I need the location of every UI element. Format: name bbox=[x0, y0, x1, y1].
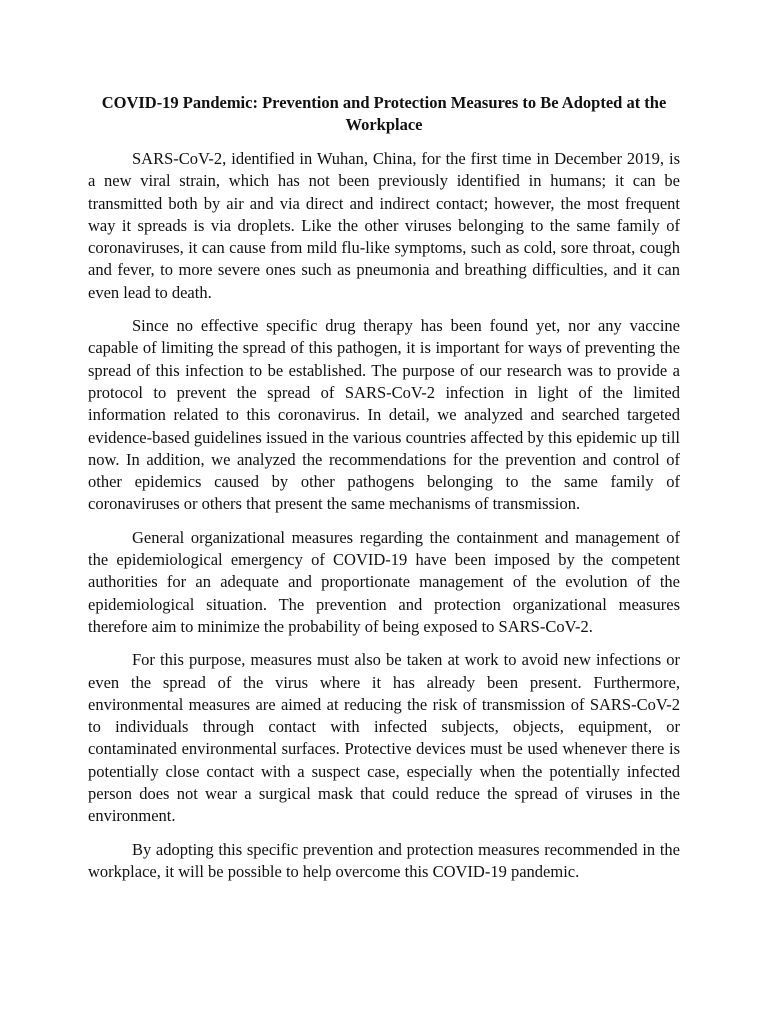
paragraph-4: For this purpose, measures must also be taken at work to avoid new infections or even the spread of the virus where it has already been present. Furthermore, environmental measures are aimed at reducing the risk of transmission of SARS-CoV-2 to individuals through contact with infected subjects, objects, equipment, or contaminated environmental surfaces. Protective devices must be used whenever there is potentially close contact with a suspect case, especially when the potentially infected person does not wear a surgical mask that could reduce the spread of viruses in the environment. bbox=[88, 650, 680, 826]
document-title: COVID-19 Pandemic: Prevention and Protection Measures to Be Adopted at the Workplace bbox=[101, 93, 667, 134]
document-body bbox=[88, 148, 680, 894]
paragraph-1: SARS-CoV-2, identified in Wuhan, China, for the first time in December 2019, is a new viral strain, which has not been previously identified in humans; it can be transmitted both by air and via direct and indirect contact; however, the most frequent way it spreads is via droplets. Like the other viruses belonging to the same family of coronaviruses, it can cause from mild flu-like symptoms, such as cold, sore throat, cough and fever, to more severe ones such as pneumonia and breathing difficulties, and it can even lead to death. bbox=[88, 149, 680, 302]
paragraph-3: General organizational measures regarding the containment and management of the epidemiological emergency of COVID-19 have been imposed by the competent authorities for an adequate and proportionate management of the evolution of the epidemiological situation. The prevention and protection organizational measures therefore aim to minimize the probability of being exposed to SARS-CoV-2. bbox=[88, 527, 680, 636]
paragraph-2: Since no effective specific drug therapy has been found yet, nor any vaccine capable of limiting the spread of this pathogen, it is important for ways of preventing the spread of this infection to be established. The purpose of our research was to provide a protocol to prevent the spread of SARS-CoV-2 infection in light of the limited information related to this coronavirus. In detail, we analyzed and searched targeted evidence-based guidelines issued in the various countries affected by this epidemic up till now. In addition, we analyzed the recommendations for the prevention and control of other epidemics caused by other pathogens belonging to the same family of coronaviruses or others that present the same mechanisms of transmission. bbox=[88, 316, 680, 514]
paragraph-5: By adopting this specific prevention and protection measures recommended in the workplace, it will be possible to help overcome this COVID-19 pandemic. bbox=[88, 839, 680, 881]
